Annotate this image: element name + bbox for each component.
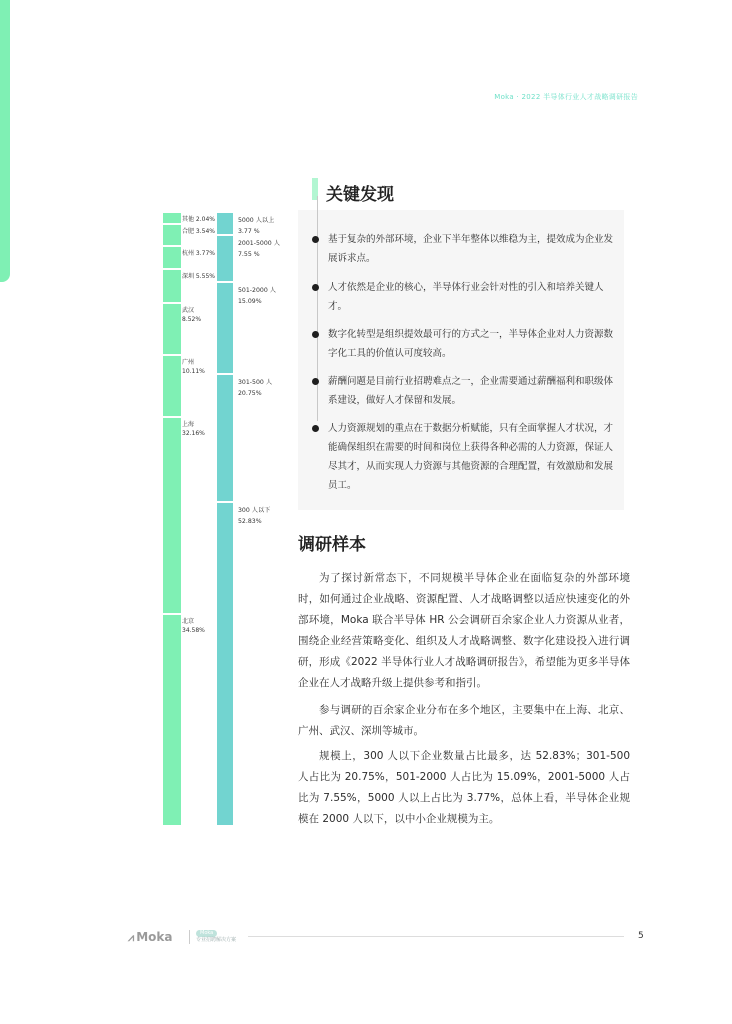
bullet-icon	[312, 331, 319, 338]
sample-section-title: 调研样本	[298, 535, 366, 555]
finding-item: 人力资源规划的重点在于数据分析赋能，只有全面掌握人才状况，才能确保组织在需要的时间和岗位上获得各种必需的人力资源，保证人尽其才，从而实现人力资源与其他资源的合理配置，有效激励和发展员工。	[328, 419, 618, 495]
bar-label: 上海 32.16%	[182, 421, 205, 438]
bar-label: 5000 人以上 3.77 %	[238, 217, 275, 235]
bar-segment	[217, 283, 233, 374]
key-findings-title: 关键发现	[326, 185, 394, 205]
finding-item: 人才依然是企业的核心，半导体行业会针对性的引入和培养关键人才。	[328, 278, 618, 316]
finding-item: 薪酬问题是目前行业招聘难点之一，企业需要通过薪酬福利和职级体系建设，做好人才保留和发展。	[328, 372, 618, 410]
bar-label: 杭州 3.77%	[182, 250, 215, 258]
finding-item: 数字化转型是组织提效最可行的方式之一，半导体企业对人力资源数字化工具的价值认可度较高。	[328, 325, 618, 363]
bar-label: 武汉 8.52%	[182, 307, 202, 324]
bar-segment	[217, 503, 233, 825]
page-number: 5	[638, 931, 644, 941]
sample-paragraph: 规模上，300 人以下企业数量占比最多，达 52.83%；301-500 人占比为 20.75%，501-2000 人占比为 15.09%，2001-5000 人占比为 7.55%，5000 人以上占比为 3.77%，总体上看，半导体企业规模在 2000 人以下，以中小企业规模为主。	[298, 750, 630, 825]
bar-label: 北京 34.58%	[182, 618, 205, 635]
bar-label: 501-2000 人 15.09%	[238, 286, 276, 305]
bar-segment	[217, 236, 233, 280]
bar-label: 合肥 3.54%	[182, 228, 215, 236]
finding-item: 基于复杂的外部环境，企业下半年整体以维稳为主，提效成为企业发展诉求点。	[328, 230, 618, 268]
left-accent-bar	[0, 0, 10, 282]
report-header: Moka · 2022 半导体行业人才战略调研报告	[494, 93, 638, 101]
sample-paragraph: 参与调研的百余家企业分布在多个地区，主要集中在上海、北京、广州、武汉、深圳等城市。	[298, 704, 630, 737]
logo-mark-icon: ⩘	[128, 931, 135, 944]
footer-divider	[248, 936, 624, 937]
moka-logo: ⩘ Moka	[128, 930, 173, 944]
bar-segment	[163, 225, 181, 245]
bar-segment	[163, 356, 181, 416]
bar-segment	[163, 304, 181, 354]
bar-segment	[163, 615, 181, 825]
bar-segment	[217, 213, 233, 234]
bar-label: 其他 2.04%	[182, 216, 215, 223]
logo-tagline: Moka 专业招聘解决方案	[196, 930, 237, 943]
bar-segment	[163, 270, 181, 302]
bar-label: 深圳 5.55%	[182, 273, 215, 281]
sample-paragraph: 为了探讨新常态下，不同规模半导体企业在面临复杂的外部环境时，如何通过企业战略、资源配置、人才战略调整以适应快速变化的外部环境，Moka 联合半导体 HR 公会调研百余家企业人力资源从业者，围绕企业经营策略变化、组织及人才战略调整、数字化建设投入进行调研，形成《2022 半导体行业人才战略调研报告》，希望能为更多半导体企业在人才战略升级上提供参考和指引。	[298, 572, 630, 689]
bar-segment	[217, 375, 233, 500]
bullet-icon	[312, 236, 319, 243]
bullet-icon	[312, 284, 319, 291]
bar-label: 301-500 人 20.75%	[238, 379, 273, 398]
bullet-icon	[312, 378, 319, 385]
bar-segment	[163, 247, 181, 268]
bar-label: 广州 10.11%	[182, 359, 205, 376]
bar-label: 2001-5000 人 7.55 %	[238, 240, 280, 259]
key-findings-timeline	[317, 196, 318, 421]
logo-divider	[189, 930, 190, 944]
bar-label: 300 人以下 52.83%	[238, 506, 271, 525]
bullet-icon	[312, 425, 319, 432]
bar-segment	[163, 213, 181, 223]
bar-segment	[163, 418, 181, 613]
